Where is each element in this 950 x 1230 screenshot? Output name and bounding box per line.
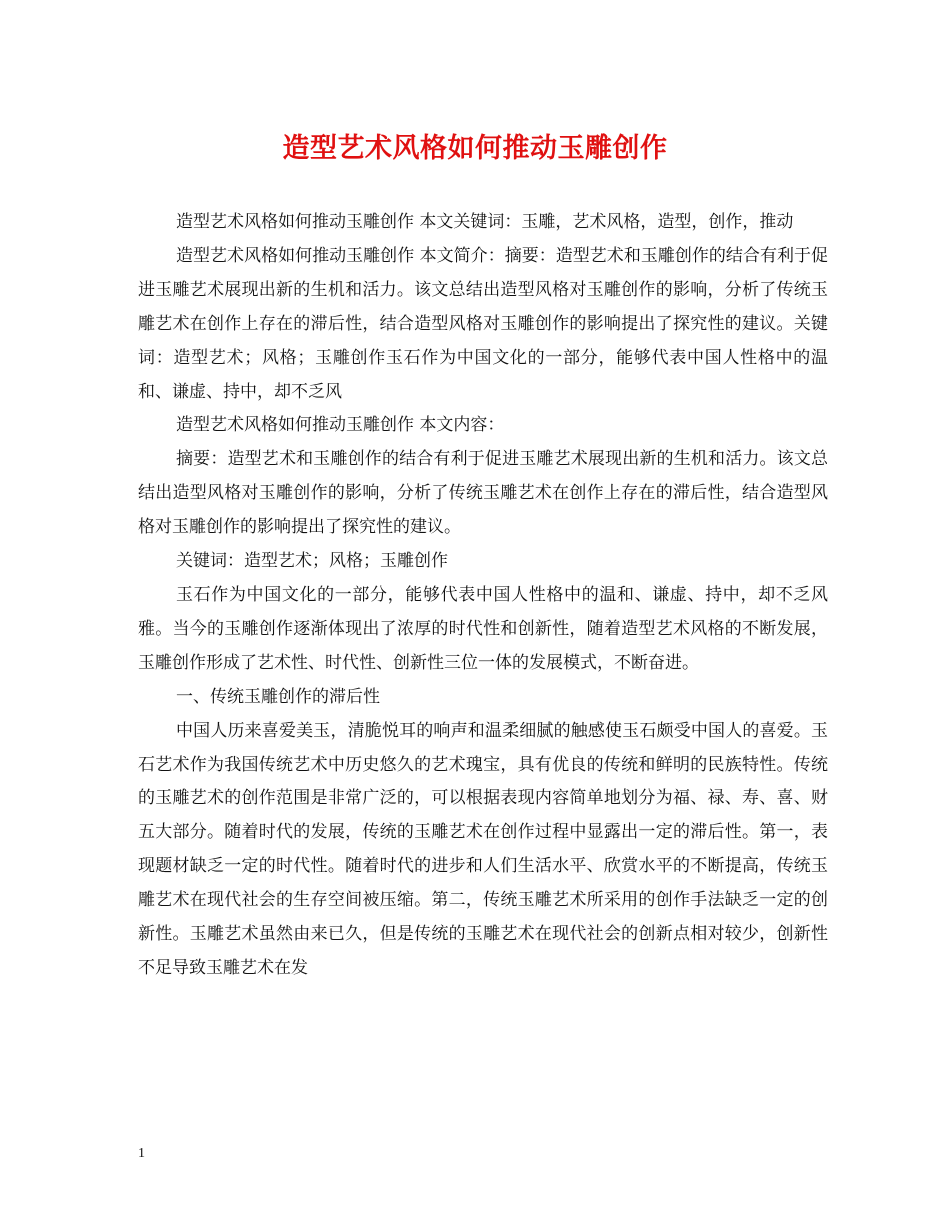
paragraph-introduction: 玉石作为中国文化的一部分，能够代表中国人性格中的温和、谦虚、持中，却不乏风雅。当今的玉雕创作逐渐体现出了浓厚的时代性和创新性，随着造型艺术风格的不断发展，玉雕创作形成了艺术性、时代性、创新性三位一体的发展模式，不断奋进。: [138, 584, 828, 673]
section-heading: 一、传统玉雕创作的滞后性: [176, 686, 380, 707]
paragraph-keywords-intro: 造型艺术风格如何推动玉雕创作 本文关键词：玉雕，艺术风格，造型，创作，推动: [176, 212, 794, 232]
document-title: 造型艺术风格如何推动玉雕创作: [282, 133, 668, 164]
paragraph-summary: 造型艺术风格如何推动玉雕创作 本文简介：摘要：造型艺术和玉雕创作的结合有利于促进玉雕艺术展现出新的生机和活力。该文总结出造型风格对玉雕创作的影响，分析了传统玉雕艺术在创作上存在的滞后性，结合造型风格对玉雕创作的影响提出了探究性的建议。关键词：造型艺术；风格；玉雕创作玉石作为中国文化的一部分，能够代表中国人性格中的温和、谦虚、持中，却不乏风: [138, 245, 828, 402]
paragraph-abstract: 摘要：造型艺术和玉雕创作的结合有利于促进玉雕艺术展现出新的生机和活力。该文总结出造型风格对玉雕创作的影响，分析了传统玉雕艺术在创作上存在的滞后性，结合造型风格对玉雕创作的影响提出了探究性的建议。: [138, 449, 828, 538]
paragraph-content-heading: 造型艺术风格如何推动玉雕创作 本文内容：: [176, 415, 505, 436]
paragraph-section-body: 中国人历来喜爱美玉，清脆悦耳的响声和温柔细腻的触感使玉石颇受中国人的喜爱。玉石艺术作为我国传统艺术中历史悠久的艺术瑰宝，具有优良的传统和鲜明的民族特性。传统的玉雕艺术的创作范围是非常广泛的，可以根据表现内容简单地划分为福、禄、寿、喜、财五大部分。随着时代的发展，传统的玉雕艺术在创作过程中显露出一定的滞后性。第一，表现题材缺乏一定的时代性。随着时代的进步和人们生活水平、欣赏水平的不断提高，传统玉雕艺术在现代社会的生存空间被压缩。第二，传统玉雕艺术所采用的创作手法缺乏一定的创新性。玉雕艺术虽然由来已久，但是传统的玉雕艺术在现代社会的创新点相对较少，创新性不足导致玉雕艺术在发: [138, 720, 828, 978]
document-body: [138, 206, 828, 986]
paragraph-keywords: 关键词：造型艺术；风格；玉雕创作: [176, 551, 448, 572]
page-number: 1: [138, 1146, 145, 1161]
